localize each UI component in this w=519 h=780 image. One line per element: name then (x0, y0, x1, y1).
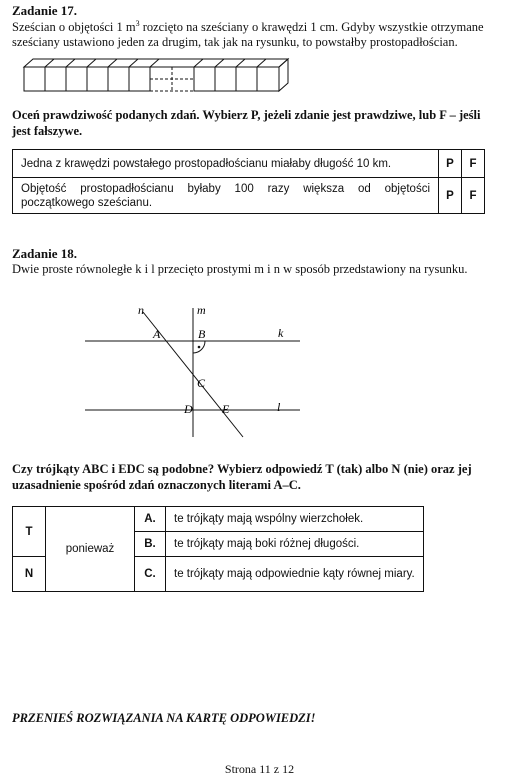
option-t[interactable]: T (13, 507, 46, 557)
label-l: l (277, 400, 281, 414)
label-a: A (153, 327, 161, 341)
statement-text: Objętość prostopadłościanu byłaby 100 razy większa od objętości początkowego sześcianu. (13, 178, 439, 214)
task18-question-line2: uzasadnienie spośród zdań oznaczonych literami A–C. (12, 478, 301, 492)
label-b: B (198, 327, 206, 341)
reason-text: te trójkąty mają wspólny wierzchołek. (166, 507, 424, 532)
true-false-table (12, 149, 485, 214)
statement-row (13, 178, 485, 214)
option-p[interactable]: P (439, 178, 462, 214)
option-f[interactable]: F (462, 178, 485, 214)
label-n: n (138, 303, 144, 317)
parallel-lines-figure (80, 300, 320, 450)
label-d: D (184, 402, 193, 416)
option-n[interactable]: N (13, 557, 46, 592)
label-c: C (197, 376, 206, 390)
reason-letter[interactable]: B. (135, 532, 166, 557)
reason-letter[interactable]: C. (135, 557, 166, 592)
task17-instruction-line1: Oceń prawdziwość podanych zdań. Wybierz P, jeżeli zdanie jest prawdziwe, lub F – jeśli (12, 108, 481, 122)
reason-row (13, 507, 424, 532)
cubes-row-figure (22, 56, 294, 96)
statement-text: Jedna z krawędzi powstałego prostopadłościanu miałaby długość 10 km. (13, 150, 439, 178)
task17-title: Zadanie 17. (12, 3, 78, 18)
label-m: m (197, 303, 206, 317)
task17-text-line2: sześciany ustawiono jeden za drugim, tak jak na rysunku, to powstałby prostopadłościan. (12, 35, 458, 49)
reason-text: te trójkąty mają odpowiednie kąty równej miary. (166, 557, 424, 592)
option-p[interactable]: P (439, 150, 462, 178)
reason-text: te trójkąty mają boki różnej długości. (166, 532, 424, 557)
task17-instruction-line2: jest fałszywe. (12, 124, 83, 138)
task18-question-line1: Czy trójkąty ABC i EDC są podobne? Wybierz odpowiedź T (tak) albo N (nie) oraz jej (12, 462, 472, 476)
task18-description: Dwie proste równoległe k i l przecięto prostymi m i n w sposób przedstawiony na rysunku. (12, 262, 468, 276)
yes-no-reason-table (12, 506, 424, 592)
statement-row (13, 150, 485, 178)
task17-text-line1: Sześcian o objętości 1 $m^3$ rozcięto na sześciany o krawędzi 1 cm. Gdyby wszystkie otrzymane (12, 19, 484, 35)
task18-title: Zadanie 18. (12, 246, 78, 261)
option-f[interactable]: F (462, 150, 485, 178)
reason-letter[interactable]: A. (135, 507, 166, 532)
page-number: Strona 11 z 12 (224, 762, 295, 776)
label-k: k (278, 326, 284, 340)
because-label: ponieważ (46, 507, 135, 592)
transfer-note: PRZENIEŚ ROZWIĄZANIA NA KARTĘ ODPOWIEDZI! (12, 711, 316, 725)
label-e: E (222, 402, 230, 416)
